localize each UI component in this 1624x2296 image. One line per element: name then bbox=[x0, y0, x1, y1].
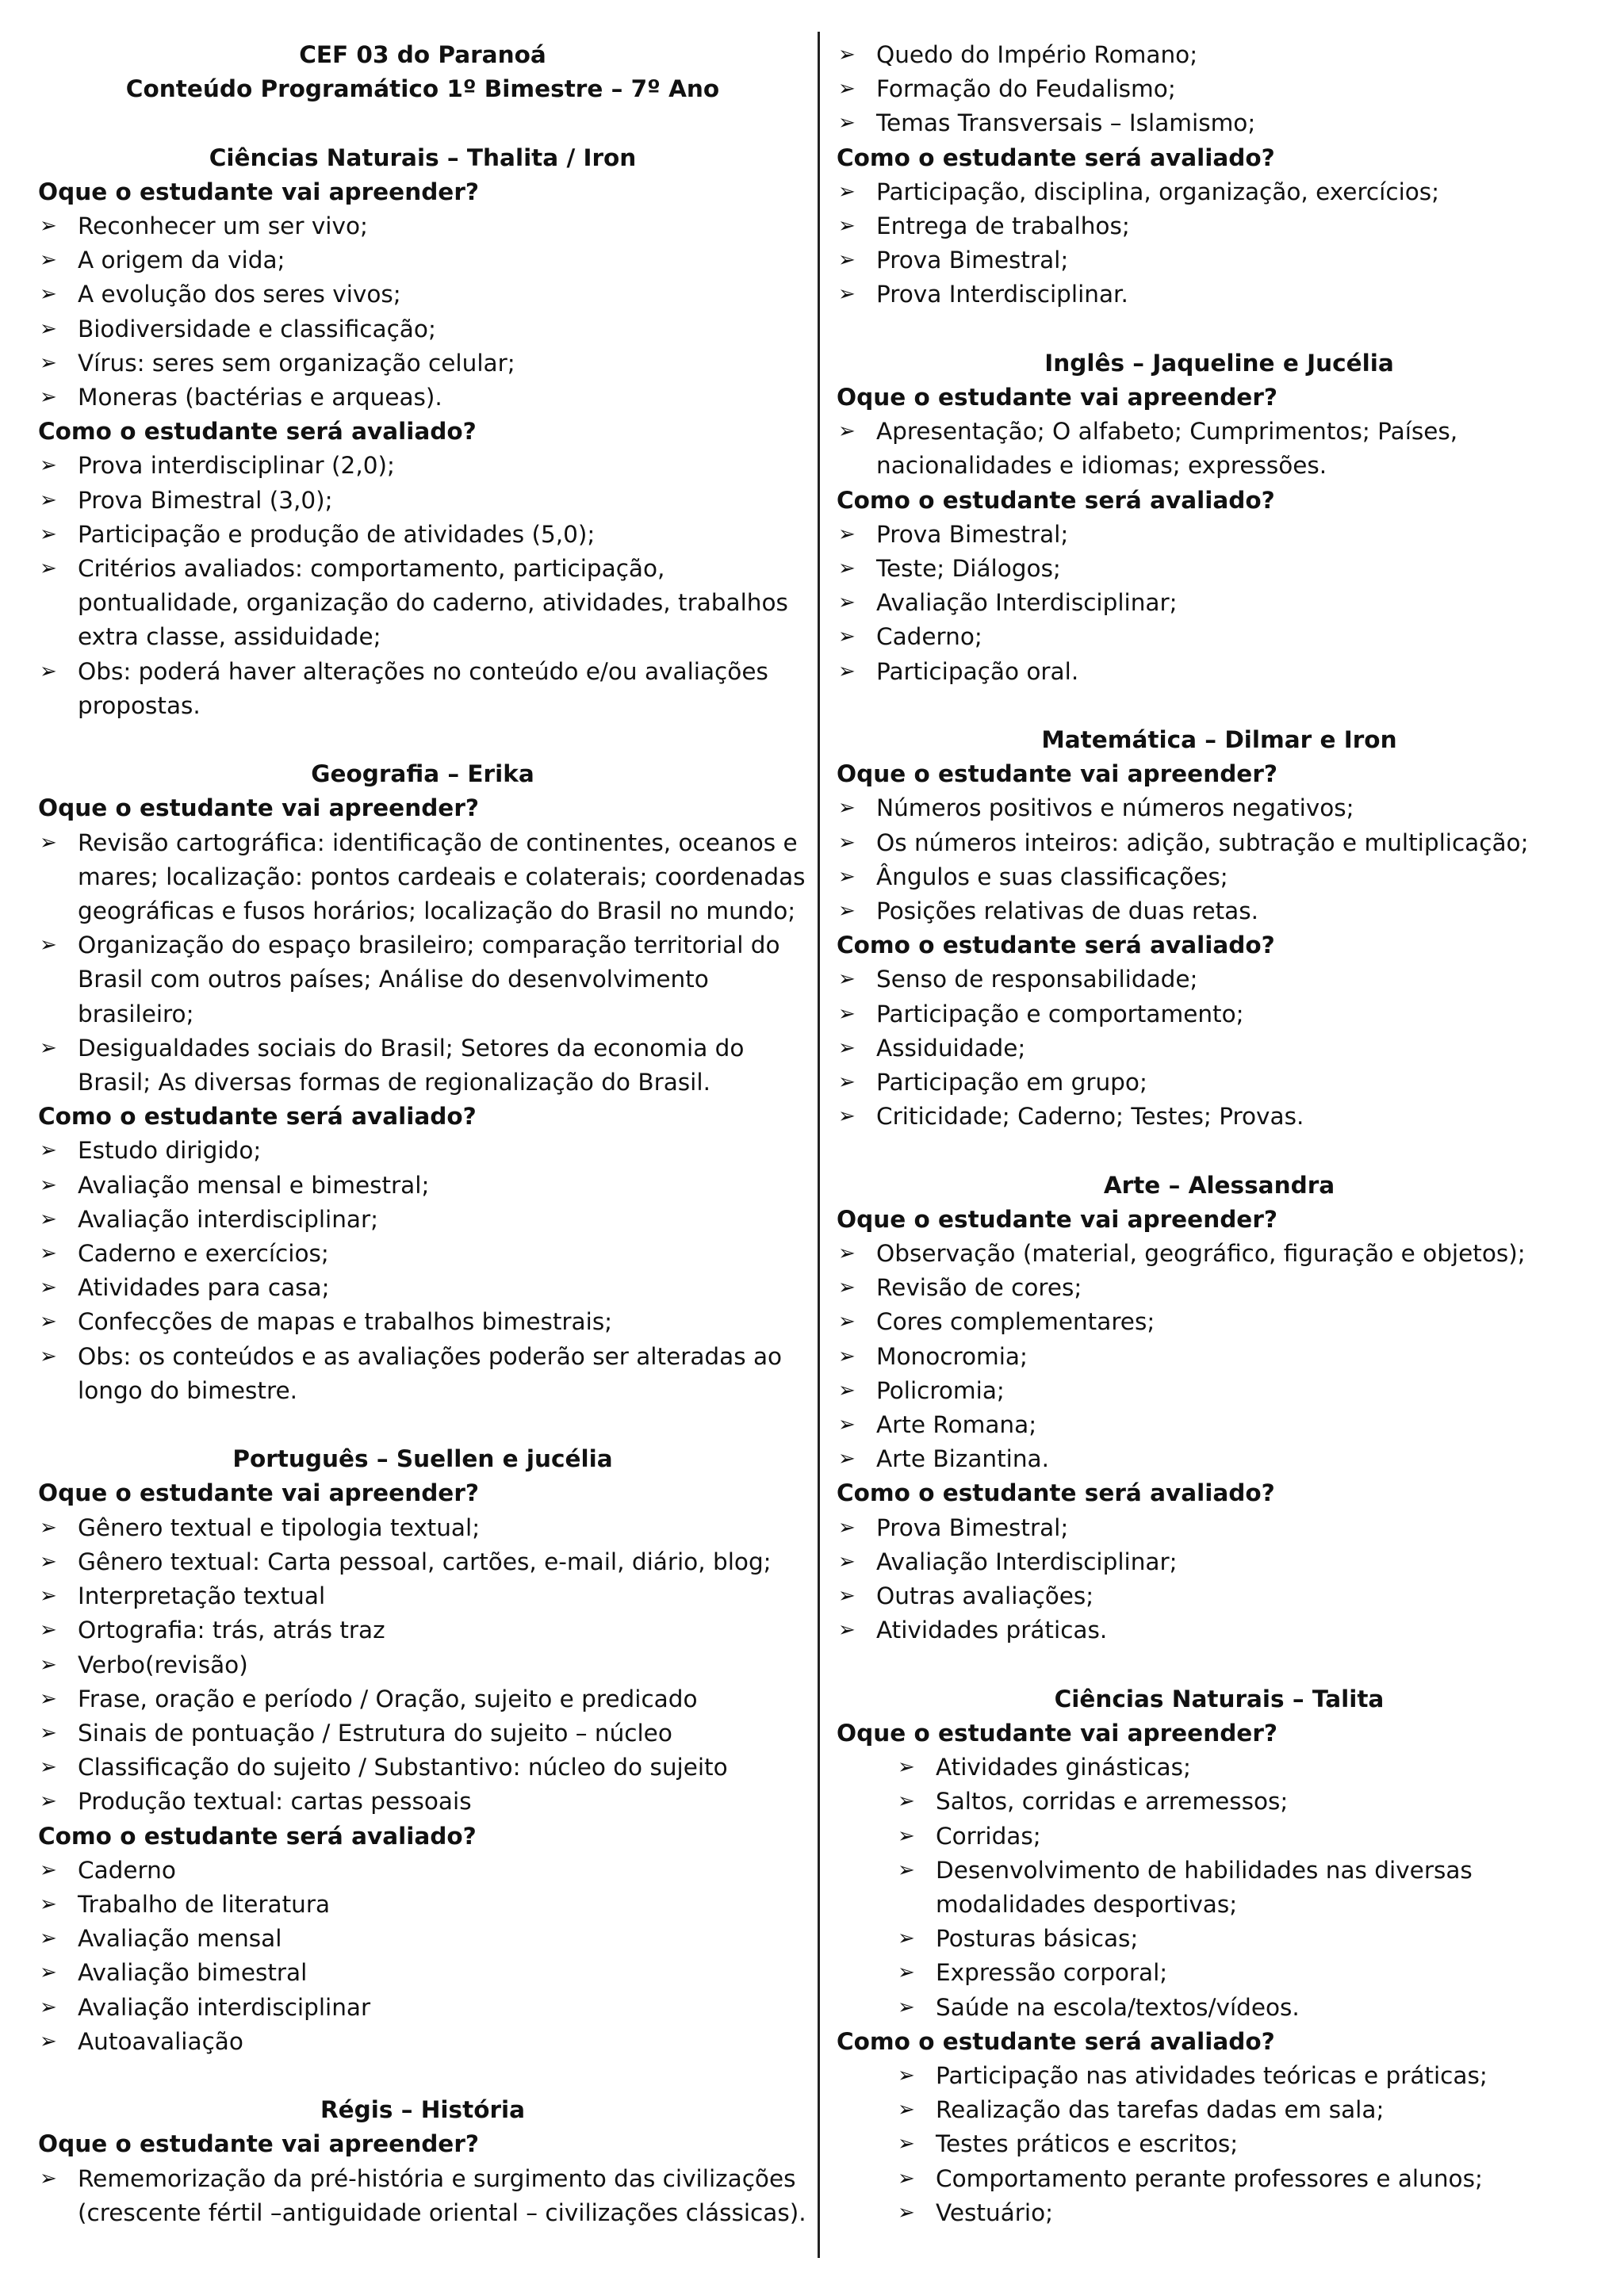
section-title: Conteúdo Programático 1º Bimestre – 7º Ano bbox=[125, 75, 720, 103]
list-item: ➢ Observação (material, geográfico, figuração e objetos); bbox=[837, 1237, 1602, 1271]
list-item: ➢ Posições relativas de duas retas. bbox=[837, 894, 1602, 928]
list-item: ➢ Ortografia: trás, atrás traz bbox=[38, 1613, 807, 1647]
list-item: ➢ Participação e produção de atividades (5,0); bbox=[38, 518, 807, 552]
list-item: ➢ Quedo do Império Romano; bbox=[837, 38, 1602, 72]
section-title: Ciências Naturais – Talita bbox=[1054, 1685, 1385, 1712]
list-item: ➢ Desenvolvimento de habilidades nas diversas modalidades desportivas; bbox=[896, 1854, 1602, 1922]
list-item: ➢ Biodiversidade e classificação; bbox=[38, 312, 807, 346]
list-item: ➢ Avaliação mensal bbox=[38, 1922, 807, 1956]
section-title: CEF 03 do Paranoá bbox=[299, 41, 546, 68]
list-item: ➢ Organização do espaço brasileiro; comparação territorial do Brasil com outros países; Análise do desenvolvimento brasileiro; bbox=[38, 928, 807, 1031]
list-item: ➢ Verbo(revisão) bbox=[38, 1648, 807, 1682]
list-item: ➢ Policromia; bbox=[837, 1374, 1602, 1408]
section-subheading: Como o estudante será avaliado? bbox=[837, 932, 1275, 959]
bullet-list bbox=[837, 1237, 1602, 1476]
spacer bbox=[837, 1648, 1602, 1682]
list-item: ➢ Ângulos e suas classificações; bbox=[837, 860, 1602, 894]
spacer bbox=[837, 689, 1602, 723]
bullet-list bbox=[837, 962, 1602, 1134]
bullet-list bbox=[837, 38, 1602, 141]
section-title: Matemática – Dilmar e Iron bbox=[1041, 726, 1397, 754]
section-subheading: Oque o estudante vai apreender? bbox=[38, 1479, 479, 1507]
bullet-list bbox=[837, 518, 1602, 689]
list-item: ➢ Expressão corporal; bbox=[896, 1956, 1602, 1990]
list-item: ➢ Desigualdades sociais do Brasil; Setores da economia do Brasil; As diversas formas de regionalização do Brasil. bbox=[38, 1031, 807, 1100]
list-item: ➢ Avaliação mensal e bimestral; bbox=[38, 1169, 807, 1203]
bullet-list bbox=[38, 2162, 807, 2230]
list-item: ➢ Cores complementares; bbox=[837, 1305, 1602, 1339]
list-item: ➢ Moneras (bactérias e arqueas). bbox=[38, 381, 807, 415]
list-item: ➢ Obs: os conteúdos e as avaliações poderão ser alteradas ao longo do bimestre. bbox=[38, 1340, 807, 1408]
list-item: ➢ Frase, oração e período / Oração, sujeito e predicado bbox=[38, 1682, 807, 1716]
bullet-list bbox=[837, 1511, 1602, 1648]
section-subheading: Oque o estudante vai apreender? bbox=[837, 384, 1277, 411]
list-item: ➢ Comportamento perante professores e alunos; bbox=[896, 2162, 1602, 2196]
list-item: ➢ Gênero textual e tipologia textual; bbox=[38, 1511, 807, 1545]
column-divider bbox=[818, 32, 820, 2258]
spacer bbox=[38, 723, 807, 757]
list-item: ➢ Reconhecer um ser vivo; bbox=[38, 209, 807, 243]
list-item: ➢ Trabalho de literatura bbox=[38, 1888, 807, 1922]
list-item: ➢ Caderno e exercícios; bbox=[38, 1237, 807, 1271]
section-subheading: Como o estudante será avaliado? bbox=[837, 144, 1275, 171]
list-item: ➢ Revisão de cores; bbox=[837, 1271, 1602, 1305]
bullet-list bbox=[837, 175, 1602, 312]
list-item: ➢ Criticidade; Caderno; Testes; Provas. bbox=[837, 1100, 1602, 1134]
section-title: Arte – Alessandra bbox=[1103, 1171, 1335, 1199]
list-item: ➢ Prova interdisciplinar (2,0); bbox=[38, 449, 807, 483]
section-subheading: Oque o estudante vai apreender? bbox=[837, 1205, 1277, 1233]
section-subheading: Como o estudante será avaliado? bbox=[38, 1822, 477, 1850]
list-item: ➢ Entrega de trabalhos; bbox=[837, 209, 1602, 243]
list-item: ➢ Atividades ginásticas; bbox=[896, 1751, 1602, 1785]
list-item: ➢ Prova Bimestral; bbox=[837, 243, 1602, 277]
section-subheading: Como o estudante será avaliado? bbox=[38, 1103, 477, 1131]
list-item: ➢ Classificação do sujeito / Substantivo: núcleo do sujeito bbox=[38, 1751, 807, 1785]
list-item: ➢ Critérios avaliados: comportamento, participação, pontualidade, organização do caderno, atividades, trabalhos extra classe, assiduidade; bbox=[38, 552, 807, 655]
list-item: ➢ Produção textual: cartas pessoais bbox=[38, 1785, 807, 1819]
list-item: ➢ Outras avaliações; bbox=[837, 1579, 1602, 1613]
list-item: ➢ Avaliação Interdisciplinar; bbox=[837, 586, 1602, 620]
section-title: Português – Suellen e jucélia bbox=[232, 1445, 613, 1473]
spacer bbox=[38, 2059, 807, 2093]
list-item: ➢ Prova Interdisciplinar. bbox=[837, 277, 1602, 312]
list-item: ➢ Participação, disciplina, organização, exercícios; bbox=[837, 175, 1602, 209]
list-item: ➢ Assiduidade; bbox=[837, 1031, 1602, 1066]
section-subheading: Como o estudante será avaliado? bbox=[837, 1479, 1275, 1507]
bullet-list bbox=[38, 1511, 807, 1820]
list-item: ➢ Os números inteiros: adição, subtração e multiplicação; bbox=[837, 826, 1602, 860]
list-item: ➢ Atividades para casa; bbox=[38, 1271, 807, 1305]
list-item: ➢ Caderno; bbox=[837, 620, 1602, 654]
list-item: ➢ Temas Transversais – Islamismo; bbox=[837, 106, 1602, 140]
section-subheading: Oque o estudante vai apreender? bbox=[837, 1719, 1277, 1747]
list-item: ➢ Teste; Diálogos; bbox=[837, 552, 1602, 586]
left-column bbox=[38, 38, 807, 2230]
list-item: ➢ Números positivos e números negativos; bbox=[837, 791, 1602, 825]
list-item: ➢ Senso de responsabilidade; bbox=[837, 962, 1602, 997]
list-item: ➢ Realização das tarefas dadas em sala; bbox=[896, 2093, 1602, 2127]
list-item: ➢ Posturas básicas; bbox=[896, 1922, 1602, 1956]
right-column bbox=[837, 38, 1602, 2230]
section-subheading: Como o estudante será avaliado? bbox=[837, 2027, 1275, 2055]
list-item: ➢ Prova Bimestral (3,0); bbox=[38, 484, 807, 518]
list-item: ➢ Arte Bizantina. bbox=[837, 1442, 1602, 1476]
list-item: ➢ Estudo dirigido; bbox=[38, 1134, 807, 1168]
list-item: ➢ Participação nas atividades teóricas e práticas; bbox=[896, 2059, 1602, 2093]
bullet-list bbox=[38, 826, 807, 1100]
spacer bbox=[837, 312, 1602, 346]
list-item: ➢ Gênero textual: Carta pessoal, cartões, e-mail, diário, blog; bbox=[38, 1545, 807, 1579]
list-item: ➢ Arte Romana; bbox=[837, 1408, 1602, 1442]
list-item: ➢ Confecções de mapas e trabalhos bimestrais; bbox=[38, 1305, 807, 1339]
spacer bbox=[38, 1408, 807, 1442]
bullet-list bbox=[38, 1854, 807, 2059]
section-title: Inglês – Jaqueline e Jucélia bbox=[1044, 349, 1394, 377]
list-item: ➢ Apresentação; O alfabeto; Cumprimentos; Países, nacionalidades e idiomas; expressões. bbox=[837, 415, 1602, 483]
list-item: ➢ Saúde na escola/textos/vídeos. bbox=[896, 1991, 1602, 2025]
list-item: ➢ Participação e comportamento; bbox=[837, 997, 1602, 1031]
spacer bbox=[837, 1134, 1602, 1168]
list-item: ➢ A origem da vida; bbox=[38, 243, 807, 277]
section-title: Ciências Naturais – Thalita / Iron bbox=[209, 144, 637, 171]
spacer bbox=[38, 106, 807, 140]
list-item: ➢ Avaliação interdisciplinar bbox=[38, 1991, 807, 2025]
list-item: ➢ Atividades práticas. bbox=[837, 1613, 1602, 1647]
section-subheading: Como o estudante será avaliado? bbox=[38, 418, 477, 446]
bullet-list bbox=[837, 1751, 1602, 2025]
list-item: ➢ Avaliação interdisciplinar; bbox=[38, 1203, 807, 1237]
list-item: ➢ Obs: poderá haver alterações no conteúdo e/ou avaliações propostas. bbox=[38, 655, 807, 723]
bullet-list bbox=[837, 2059, 1602, 2230]
list-item: ➢ Participação em grupo; bbox=[837, 1066, 1602, 1100]
list-item: ➢ Corridas; bbox=[896, 1820, 1602, 1854]
list-item: ➢ A evolução dos seres vivos; bbox=[38, 277, 807, 312]
list-item: ➢ Testes práticos e escritos; bbox=[896, 2127, 1602, 2161]
list-item: ➢ Sinais de pontuação / Estrutura do sujeito – núcleo bbox=[38, 1716, 807, 1751]
list-item: ➢ Vírus: seres sem organização celular; bbox=[38, 346, 807, 381]
list-item: ➢ Prova Bimestral; bbox=[837, 1511, 1602, 1545]
section-title: Geografia – Erika bbox=[311, 760, 534, 788]
section-subheading: Oque o estudante vai apreender? bbox=[38, 794, 479, 822]
list-item: ➢ Caderno bbox=[38, 1854, 807, 1888]
list-item: ➢ Formação do Feudalismo; bbox=[837, 72, 1602, 106]
list-item: ➢ Saltos, corridas e arremessos; bbox=[896, 1785, 1602, 1819]
section-title: Régis – História bbox=[320, 2096, 526, 2124]
list-item: ➢ Avaliação Interdisciplinar; bbox=[837, 1545, 1602, 1579]
bullet-list bbox=[38, 209, 807, 415]
bullet-list bbox=[837, 791, 1602, 928]
list-item: ➢ Vestuário; bbox=[896, 2196, 1602, 2230]
section-subheading: Oque o estudante vai apreender? bbox=[38, 2130, 479, 2158]
list-item: ➢ Participação oral. bbox=[837, 655, 1602, 689]
bullet-list bbox=[38, 449, 807, 723]
list-item: ➢ Prova Bimestral; bbox=[837, 518, 1602, 552]
section-subheading: Como o estudante será avaliado? bbox=[837, 486, 1275, 514]
list-item: ➢ Rememorização da pré-história e surgimento das civilizações (crescente fértil –antiguidade oriental – civilizações clássicas). bbox=[38, 2162, 807, 2230]
section-subheading: Oque o estudante vai apreender? bbox=[837, 760, 1277, 788]
list-item: ➢ Monocromia; bbox=[837, 1340, 1602, 1374]
list-item: ➢ Interpretação textual bbox=[38, 1579, 807, 1613]
bullet-list bbox=[837, 415, 1602, 483]
list-item: ➢ Avaliação bimestral bbox=[38, 1956, 807, 1990]
bullet-list bbox=[38, 1134, 807, 1408]
list-item: ➢ Revisão cartográfica: identificação de continentes, oceanos e mares; localização: pontos cardeais e colaterais; coordenadas geográficas e fusos horários; localização do Brasil no mundo; bbox=[38, 826, 807, 929]
list-item: ➢ Autoavaliação bbox=[38, 2025, 807, 2059]
section-subheading: Oque o estudante vai apreender? bbox=[38, 178, 479, 205]
